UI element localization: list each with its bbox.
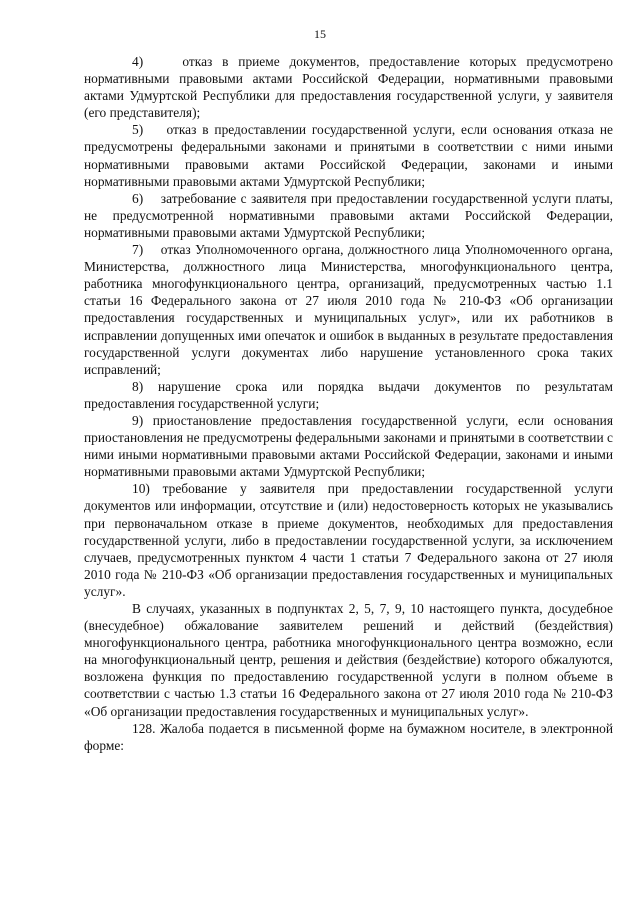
paragraph-128: 128. Жалоба подается в письменной форме на бумажном носителе, в электронной форме: [84, 720, 613, 753]
paragraph-item-4: 4) отказ в приеме документов, предоставление которых предусмотрено нормативными правовыми актами Российской Федерации, нормативными правовыми актами Удмуртской Республики для предоставления государственной услуги, у заявителя (его представителя); [84, 54, 613, 121]
paragraph-item-9: 9) приостановление предоставления государственной услуги, если основания приостановления не предусмотрены федеральными законами и принятыми в соответствии с ними иными нормативными правовыми актами Российской Федерации, законами и иными нормативными правовыми актами Удмуртской Республики; [84, 412, 613, 480]
paragraph-item-5: 5) отказ в предоставлении государственной услуги, если основания отказа не предусмотрены федеральными законами и принятыми в соответствии с ними иными нормативными правовыми актами Российской Федерации, законами и иными нормативными правовыми актами Удмуртской Республики; [84, 122, 613, 189]
paragraph-item-10: 10) требование у заявителя при предоставлении государственной услуги документов или информации, отсутствие и (или) недостоверность которых не указывались при первоначальном отказе в приеме документов, необходимых для предоставления государственной услуги, либо в предоставлении государственной услуги, за исключением случаев, предусмотренных пунктом 4 части 1 статьи 7 Федерального закона от 27 июля 2010 года № 210-ФЗ «Об организации предоставления государственных и муниципальных услуг». [84, 481, 613, 599]
paragraph-item-8: 8) нарушение срока или порядка выдачи документов по результатам предоставления государственной услуги; [84, 378, 613, 411]
paragraph-cases: В случаях, указанных в подпунктах 2, 5, 7, 9, 10 настоящего пункта, досудебное (внесудебное) обжалование заявителем решений и действий (бездействия) многофункционального центра, работника многофункционального центра возможно, если на многофункциональный центр, решения и действия (бездействие) которого обжалуются, возложена функция по предоставлению государственной услуги в полном объеме в соответствии с частью 1.3 статьи 16 Федерального закона от 27 июля 2010 года № 210-ФЗ «Об организации предоставления государственных и муниципальных услуг». [84, 601, 613, 719]
paragraph-item-6: 6) затребование с заявителя при предоставлении государственной услуги платы, не предусмотренной нормативными правовыми актами Российской Федерации, нормативными правовыми актами Удмуртской Республики; [84, 190, 613, 240]
document-body [84, 53, 613, 754]
page-number: 15 [314, 27, 326, 41]
paragraph-item-7: 7) отказ Уполномоченного органа, должностного лица Уполномоченного органа, Министерства, должностного лица Министерства, многофункционального центра, работника многофункционального центра, организаций, предусмотренных частью 1.1 статьи 16 Федерального закона от 27 июля 2010 года № 210-ФЗ «Об организации предоставления государственных и муниципальных услуг», или их работников в исправлении допущенных ими опечаток и ошибок в выданных в результате предоставления государственной услуги документах либо нарушение установленного срока таких исправлений; [84, 242, 613, 377]
